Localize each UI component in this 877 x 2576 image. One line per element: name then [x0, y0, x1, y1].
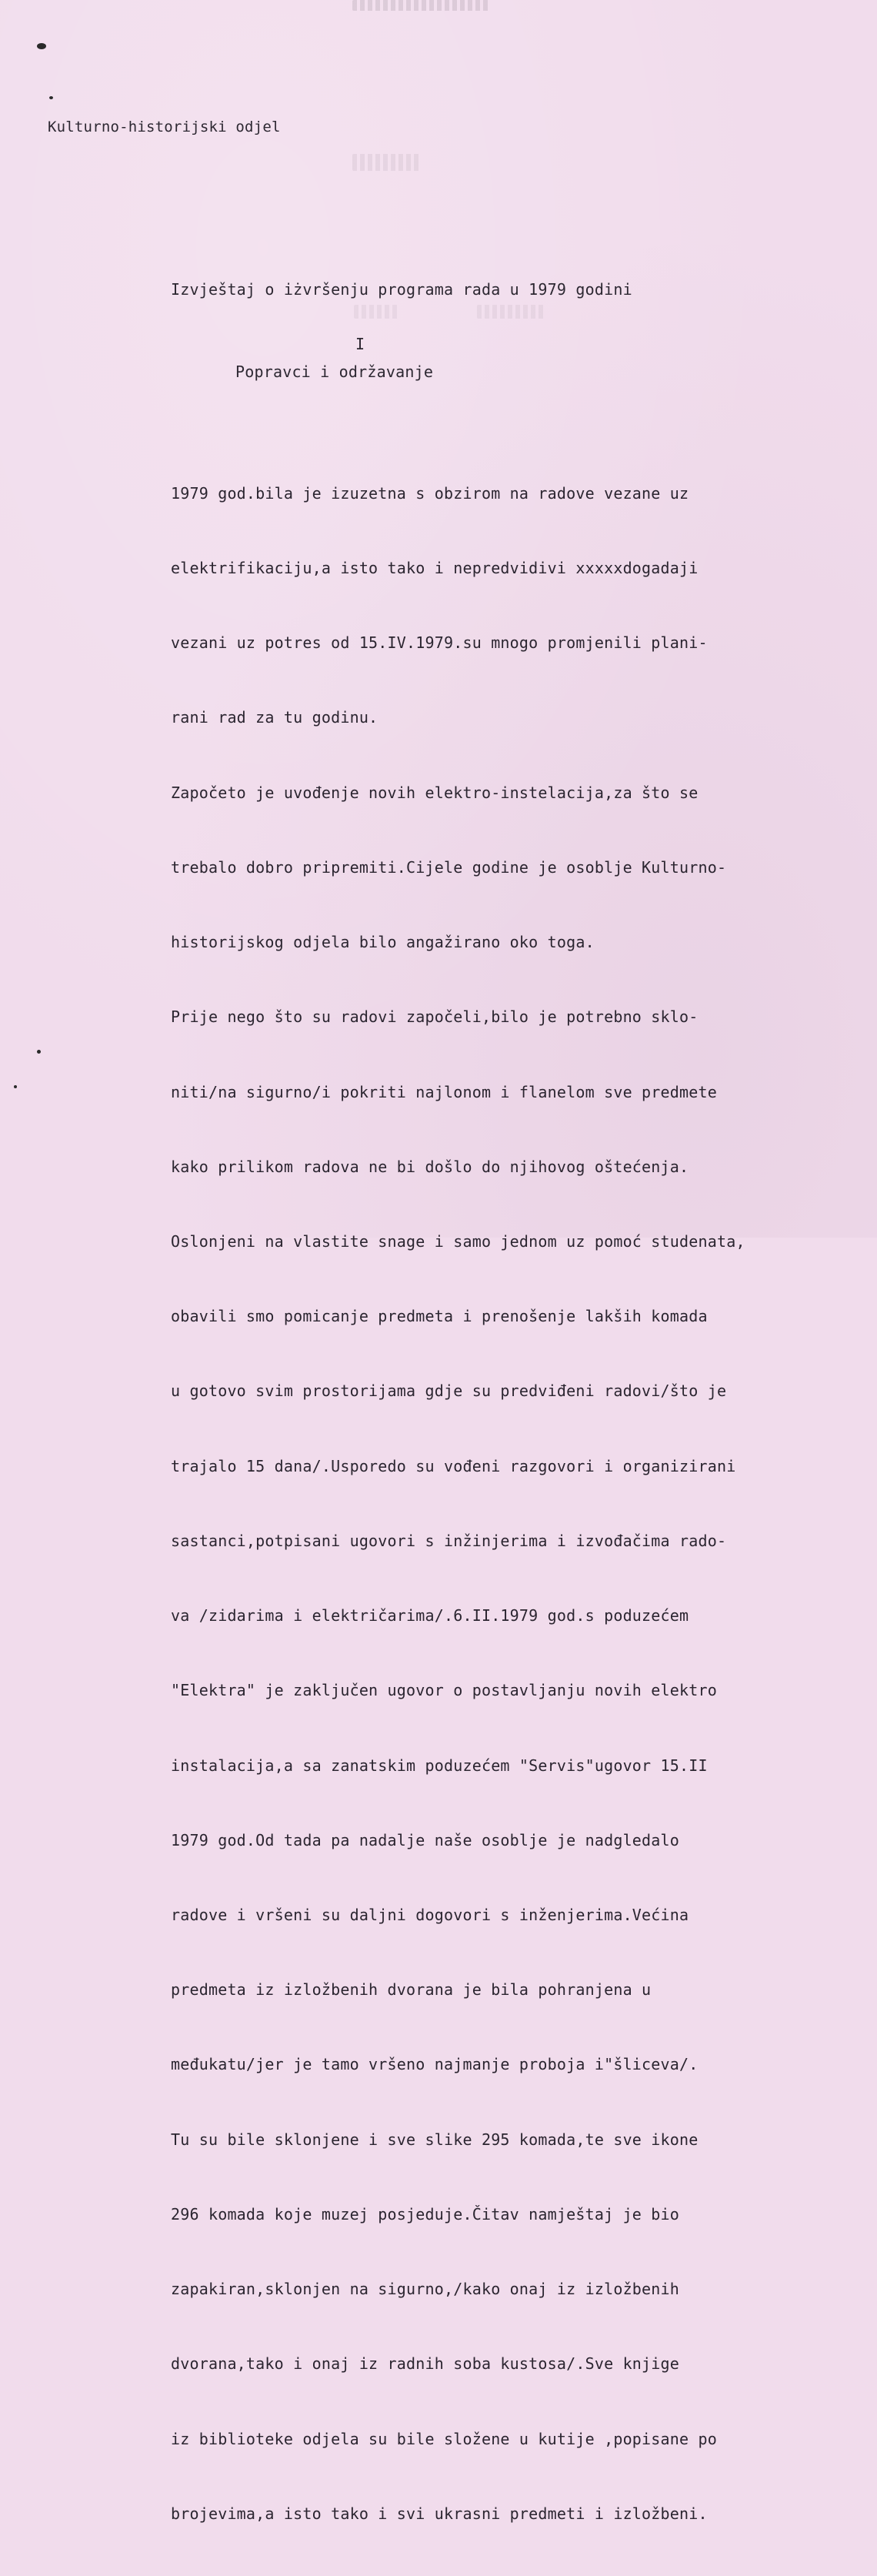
body-line: niti/na sigurno/i pokriti najlonom i flanelom sve predmete [171, 1082, 717, 1101]
body-line: Tu su bile sklonjene i sve slike 295 komada,te sve ikone [171, 2130, 699, 2149]
body-line: rani rad za tu godinu. [171, 708, 378, 727]
report-title: Izvještaj o iżvršenju programa rada u 1979 godini [171, 280, 632, 299]
body-line: trajalo 15 dana/.Usporedo su vođeni razgovori i organizirani [171, 1456, 736, 1475]
body-line: iz biblioteke odjela su bile složene u kutije ,popisane po [171, 2429, 717, 2448]
ink-bleed-mark [352, 154, 422, 171]
ink-bleed-mark [352, 0, 491, 11]
ink-speck [37, 1050, 41, 1054]
body-line: Prije nego što su radovi započeli,bilo je potrebno sklo- [171, 1007, 699, 1027]
body-line: predmeta iz izložbenih dvorana je bila pohranjena u [171, 1980, 652, 2000]
body-line: 296 komada koje muzej posjeduje.Čitav namještaj je bio [171, 2204, 680, 2224]
body-line: elektrifikaciju,a isto tako i nepredvidivi xxxxxdogadaji [171, 559, 699, 578]
ink-bleed-mark [477, 305, 546, 319]
body-line: Oslonjeni na vlastite snage i samo jednom uz pomoć studenata, [171, 1232, 745, 1251]
body-line: međukatu/jer je tamo vršeno najmanje proboja i"šliceva/. [171, 2055, 699, 2074]
body-line: 1979 god.Od tada pa nadalje naše osoblje je nadgledalo [171, 1830, 680, 1849]
body-line: u gotovo svim prostorijama gdje su predviđeni radovi/što je [171, 1382, 727, 1401]
body-line: Započeto je uvođenje novih elektro-instelacija,za što se [171, 783, 699, 802]
body-line: obavili smo pomicanje predmeta i prenošenje lakših komada [171, 1307, 708, 1326]
body-line: sastanci,potpisani ugovori s inžinjerima i izvođačima rado- [171, 1531, 727, 1550]
body-line: zapakiran,sklonjen na sigurno,/kako onaj iz izložbenih [171, 2280, 680, 2299]
body-line: "Elektra" je zaključen ugovor o postavljanju novih elektro [171, 1681, 717, 1700]
body-line: brojevima,a isto tako i svi ukrasni predmeti i izložbeni. [171, 2504, 708, 2523]
ink-bleed-mark [354, 305, 400, 319]
body-line: historijskog odjela bilo angažirano oko toga. [171, 933, 595, 952]
body-line: kako prilikom radova ne bi došlo do njihovog oštećenja. [171, 1157, 689, 1176]
body-line: dvorana,tako i onaj iz radnih soba kustosa/.Sve knjige [171, 2354, 680, 2374]
body-line: radove i vršeni su daljni dogovori s inženjerima.Većina [171, 1905, 689, 1924]
report-body [171, 431, 745, 2576]
body-line: vezani uz potres od 15.IV.1979.su mnogo promjenili plani- [171, 633, 708, 653]
body-line: va /zidarima i električarima/.6.II.1979 god.s poduzećem [171, 1606, 689, 1625]
section-numeral: I [355, 335, 365, 353]
department-name: Kulturno-historijski odjel [48, 119, 281, 135]
body-line: 1979 god.bila je izuzetna s obzirom na radove vezane uz [171, 483, 689, 503]
ink-speck [14, 1085, 17, 1088]
body-line: trebalo dobro pripremiti.Cijele godine je osoblje Kulturno- [171, 857, 727, 877]
body-line: instalacija,a sa zanatskim poduzećem "Servis"ugovor 15.II [171, 1756, 708, 1775]
ink-speck [49, 96, 53, 99]
punch-hole-mark [37, 43, 46, 49]
section-heading: Popravci i održavanje [235, 363, 434, 381]
